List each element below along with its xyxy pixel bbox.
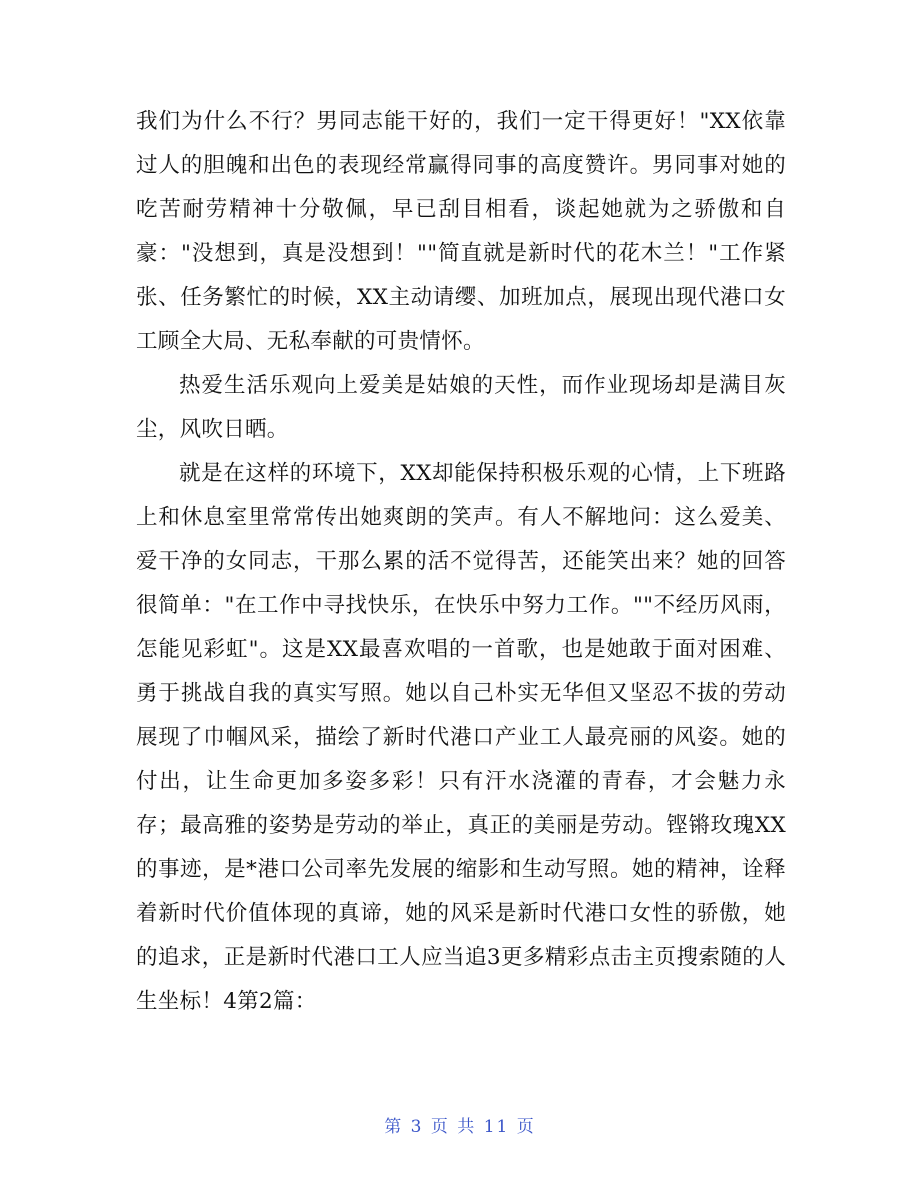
paragraph-1: 我们为什么不行？男同志能干好的，我们一定干得更好！"XX依靠过人的胆魄和出色的表现经常赢得同事的高度赞许。男同事对她的吃苦耐劳精神十分敬佩，早已刮目相看，谈起她就为之骄傲和自豪："没想到，真是没想到！""简直就是新时代的花木兰！"工作紧张、任务繁忙的时候，XX主动请缨、加班加点，展现出现代港口女工顾全大局、无私奉献的可贵情怀。 — [136, 109, 786, 354]
paragraph-3: 就是在这样的环境下，XX却能保持积极乐观的心情，上下班路上和休息室里常常传出她爽朗的笑声。有人不解地问：这么爱美、爱干净的女同志，干那么累的活不觉得苦，还能笑出来？她的回答很简单："在工作中寻找快乐，在快乐中努力工作。""不经历风雨，怎能见彩虹"。这是XX最喜欢唱的一首歌，也是她敢于面对困难、勇于挑战自我的真实写照。她以自己朴实无华但又坚忍不拔的劳动展现了巾帼风采，描绘了新时代港口产业工人最亮丽的风姿。她的付出，让生命更加多姿多彩！只有汗水浇灌的青春，才会魅力永存；最高雅的姿势是劳动的举止，真正的美丽是劳动。铿锵玫瑰XX的事迹，是*港口公司率先发展的缩影和生动写照。她的精神，诠释着新时代价值体现的真谛，她的风采是新时代港口女性的骄傲，她的追求，正是新时代港口工人应当追3更多精彩点击主页搜索随的人生坐标！4第2篇： — [136, 461, 786, 1014]
document-body — [136, 100, 786, 1024]
paragraph-2: 热爱生活乐观向上爱美是姑娘的天性，而作业现场却是满目灰尘，风吹日晒。 — [136, 373, 786, 442]
page-number-footer: 第 3 页 共 11 页 — [384, 1117, 536, 1137]
